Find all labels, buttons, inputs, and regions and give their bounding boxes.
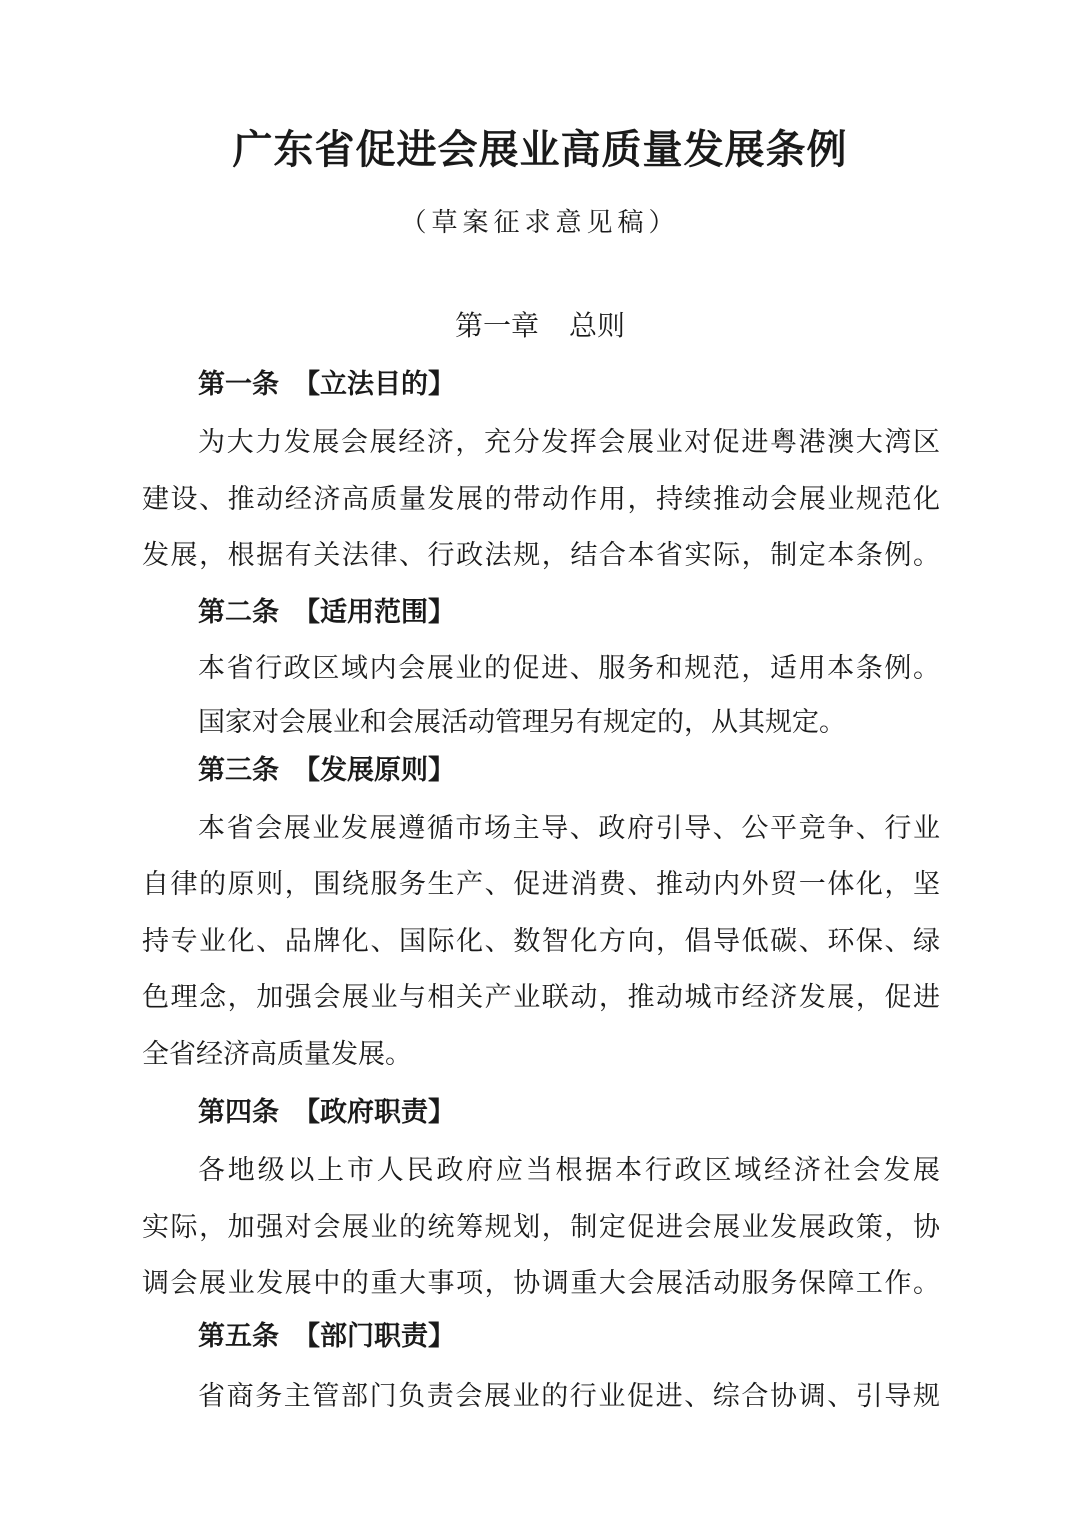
article-heading bbox=[198, 590, 455, 629]
article-text-line: 本省会展业发展遵循市场主导、政府引导、公平竞争、行业 bbox=[198, 813, 940, 844]
article-heading bbox=[198, 1314, 455, 1353]
article-number: 第五条 bbox=[198, 1321, 279, 1352]
article-heading bbox=[198, 1090, 455, 1129]
article-text-line: 持专业化、品牌化、国际化、数智化方向，倡导低碳、环保、绿 bbox=[142, 926, 940, 957]
article-text-line: 国家对会展业和会展活动管理另有规定的，从其规定。 bbox=[198, 707, 846, 738]
article-title: 【立法目的】 bbox=[293, 369, 455, 400]
article-title: 【适用范围】 bbox=[293, 597, 455, 628]
article-text-line: 各地级以上市人民政府应当根据本行政区域经济社会发展 bbox=[198, 1155, 940, 1186]
document-subtitle: （草案征求意见稿） bbox=[400, 208, 680, 238]
document-title: 广东省促进会展业高质量发展条例 bbox=[232, 126, 848, 173]
article-heading bbox=[198, 748, 455, 787]
article-text-line: 本省行政区域内会展业的促进、服务和规范，适用本条例。 bbox=[198, 653, 940, 684]
chapter-number: 第一章 bbox=[454, 309, 539, 342]
article-number: 第四条 bbox=[198, 1097, 279, 1128]
article-text-line: 建设、推动经济高质量发展的带动作用，持续推动会展业规范化 bbox=[142, 484, 940, 515]
article-text-line: 省商务主管部门负责会展业的行业促进、综合协调、引导规 bbox=[198, 1381, 940, 1412]
article-text-line: 自律的原则，围绕服务生产、促进消费、推动内外贸一体化，坚 bbox=[142, 869, 940, 900]
article-text-line: 全省经济高质量发展。 bbox=[142, 1039, 412, 1070]
article-title: 【发展原则】 bbox=[293, 755, 455, 786]
article-number: 第一条 bbox=[198, 369, 279, 400]
article-text-line: 调会展业发展中的重大事项，协调重大会展活动服务保障工作。 bbox=[142, 1268, 940, 1299]
article-text-line: 为大力发展会展经济，充分发挥会展业对促进粤港澳大湾区 bbox=[198, 427, 940, 458]
article-text-line: 实际，加强对会展业的统筹规划，制定促进会展业发展政策，协 bbox=[142, 1212, 940, 1243]
article-heading bbox=[198, 362, 455, 401]
article-text-line: 发展，根据有关法律、行政法规，结合本省实际，制定本条例。 bbox=[142, 540, 940, 571]
article-text-line: 色理念，加强会展业与相关产业联动，推动城市经济发展，促进 bbox=[142, 982, 940, 1013]
article-number: 第二条 bbox=[198, 597, 279, 628]
article-number: 第三条 bbox=[198, 755, 279, 786]
chapter-name: 总则 bbox=[569, 309, 626, 342]
article-title: 【部门职责】 bbox=[293, 1321, 455, 1352]
chapter-heading bbox=[0, 304, 1080, 344]
article-title: 【政府职责】 bbox=[293, 1097, 455, 1128]
